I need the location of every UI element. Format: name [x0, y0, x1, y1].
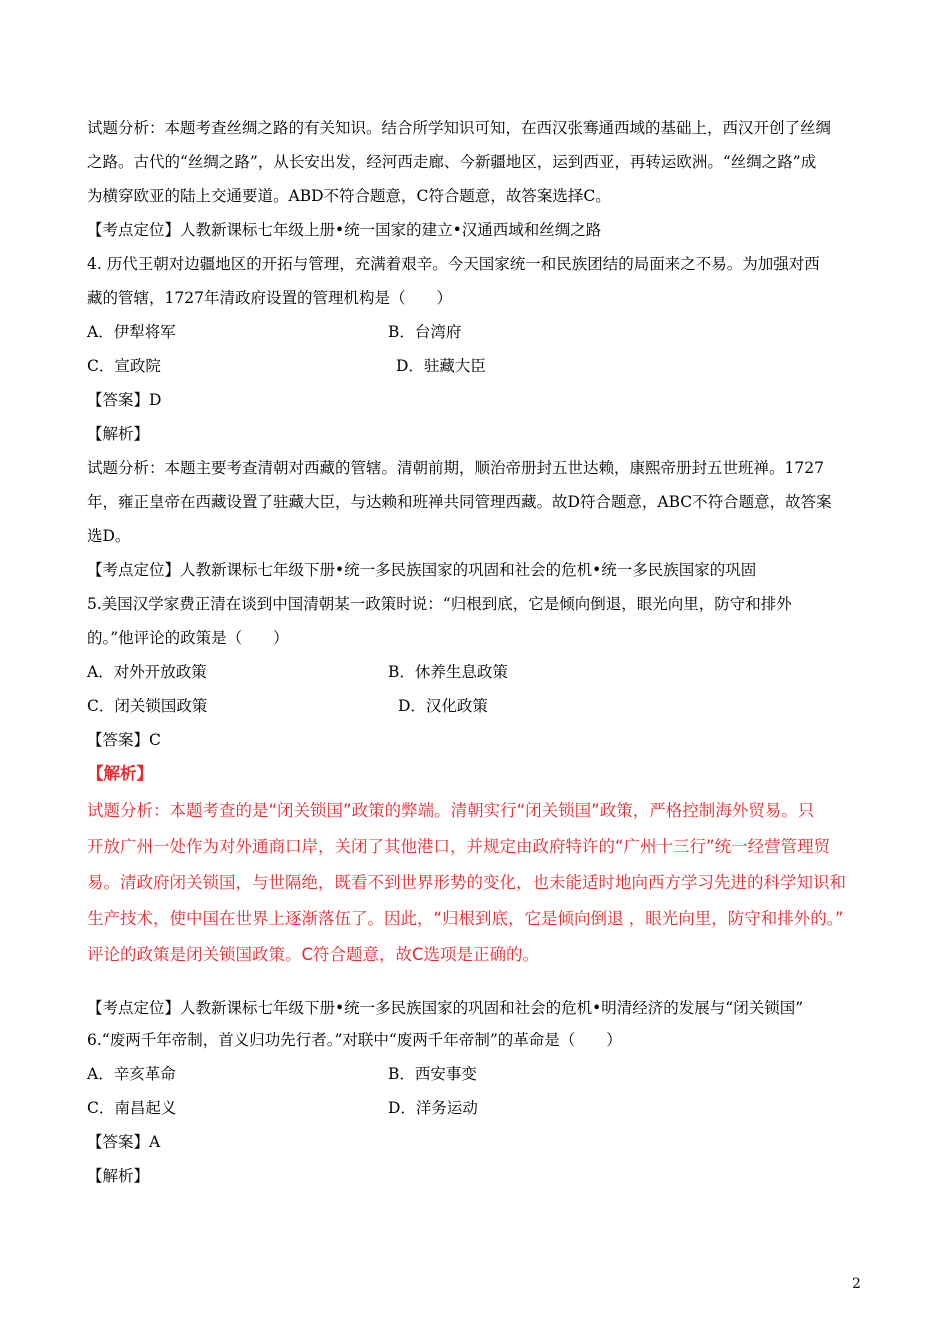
analysis-3-line-2: 之路。古代的“丝绸之路”，从长安出发，经河西走廊、今新疆地区，运到西亚，再转运欧洲。“丝绸之路”成: [87, 153, 817, 171]
question-6-option-c: C．南昌起义: [87, 1099, 177, 1117]
question-4-analysis-line-1: 试题分析：本题主要考查清朝对西藏的管辖。清朝前期，顺治帝册封五世达赖，康熙帝册封五世班禅。1727: [87, 459, 824, 477]
question-5-option-b: B．休养生息政策: [388, 663, 508, 681]
question-5-knowledge-point: 【考点定位】人教新课标七年级下册•统一多民族国家的巩固和社会的危机•明清经济的发展与“闭关锁国”: [87, 999, 804, 1017]
question-6-answer: 【答案】A: [87, 1133, 161, 1151]
question-5-option-a: A．对外开放政策: [87, 663, 207, 681]
question-4-option-a: A．伊犁将军: [87, 323, 176, 341]
question-6-option-b: B．西安事变: [388, 1065, 477, 1083]
question-5-analysis-line-4: 生产技术，使中国在世界上逐渐落伍了。因此，“归根到底，它是倾向倒退 ，眼光向里，防守和排外的。”: [87, 909, 844, 928]
question-4-analysis-line-3: 选D。: [87, 527, 131, 545]
question-5-analysis-line-3: 易。清政府闭关锁国，与世隔绝，既看不到世界形势的变化，也未能适时地向西方学习先进的科学知识和: [87, 873, 846, 892]
question-5-analysis-line-1: 试题分析：本题考查的是“闭关锁国”政策的弊端。清朝实行“闭关锁国”政策，严格控制海外贸易。只: [87, 801, 815, 820]
question-6-option-d: D．洋务运动: [388, 1099, 478, 1117]
question-5-option-d: D．汉化政策: [398, 697, 488, 715]
question-4-stem-line-2: 藏的管辖，1727年清政府设置的管理机构是（ ）: [87, 289, 452, 307]
page-number: 2: [852, 1276, 861, 1292]
question-5-stem-line-2: 的。”他评论的政策是（ ）: [87, 629, 289, 647]
question-4-stem-line-1: 4. 历代王朝对边疆地区的开拓与管理，充满着艰辛。今天国家统一和民族团结的局面来之不易。为加强对西: [87, 255, 820, 273]
question-5-answer: 【答案】C: [87, 731, 161, 749]
question-4-knowledge-point: 【考点定位】人教新课标七年级下册•统一多民族国家的巩固和社会的危机•统一多民族国家的巩固: [87, 561, 757, 579]
analysis-3-line-3: 为横穿欧亚的陆上交通要道。ABD不符合题意，C符合题意，故答案选择C。: [87, 187, 611, 205]
analysis-3-line-1: 试题分析：本题考查丝绸之路的有关知识。结合所学知识可知，在西汉张骞通西域的基础上，西汉开创了丝绸: [87, 119, 832, 137]
question-4-analysis-label: 【解析】: [87, 425, 150, 443]
analysis-3-knowledge-point: 【考点定位】人教新课标七年级上册•统一国家的建立•汉通西域和丝绸之路: [87, 221, 602, 239]
question-4-option-b: B．台湾府: [388, 323, 462, 341]
question-4-answer: 【答案】D: [87, 391, 162, 409]
question-5-analysis-label: 【解析】: [87, 764, 153, 783]
question-4-analysis-line-2: 年，雍正皇帝在西藏设置了驻藏大臣，与达赖和班禅共同管理西藏。故D符合题意，ABC不符合题意，故答案: [87, 493, 832, 511]
question-6-analysis-label: 【解析】: [87, 1167, 150, 1185]
question-5-stem-line-1: 5.美国汉学家费正清在谈到中国清朝某一政策时说：“归根到底，它是倾向倒退，眼光向里，防守和排外: [87, 595, 792, 613]
question-4-option-c: C．宣政院: [87, 357, 161, 375]
question-5-option-c: C．闭关锁国政策: [87, 697, 208, 715]
question-4-option-d: D．驻藏大臣: [396, 357, 486, 375]
question-5-analysis-line-2: 开放广州一处作为对外通商口岸，关闭了其他港口，并规定由政府特许的“广州十三行”统一经营管理贸: [87, 837, 831, 856]
question-6-stem: 6.“废两千年帝制，首义归功先行者。”对联中“废两千年帝制”的革命是（ ）: [87, 1031, 622, 1049]
question-5-analysis-line-5: 评论的政策是闭关锁国政策。C符合题意，故C选项是正确的。: [87, 945, 540, 964]
question-6-option-a: A．辛亥革命: [87, 1065, 176, 1083]
